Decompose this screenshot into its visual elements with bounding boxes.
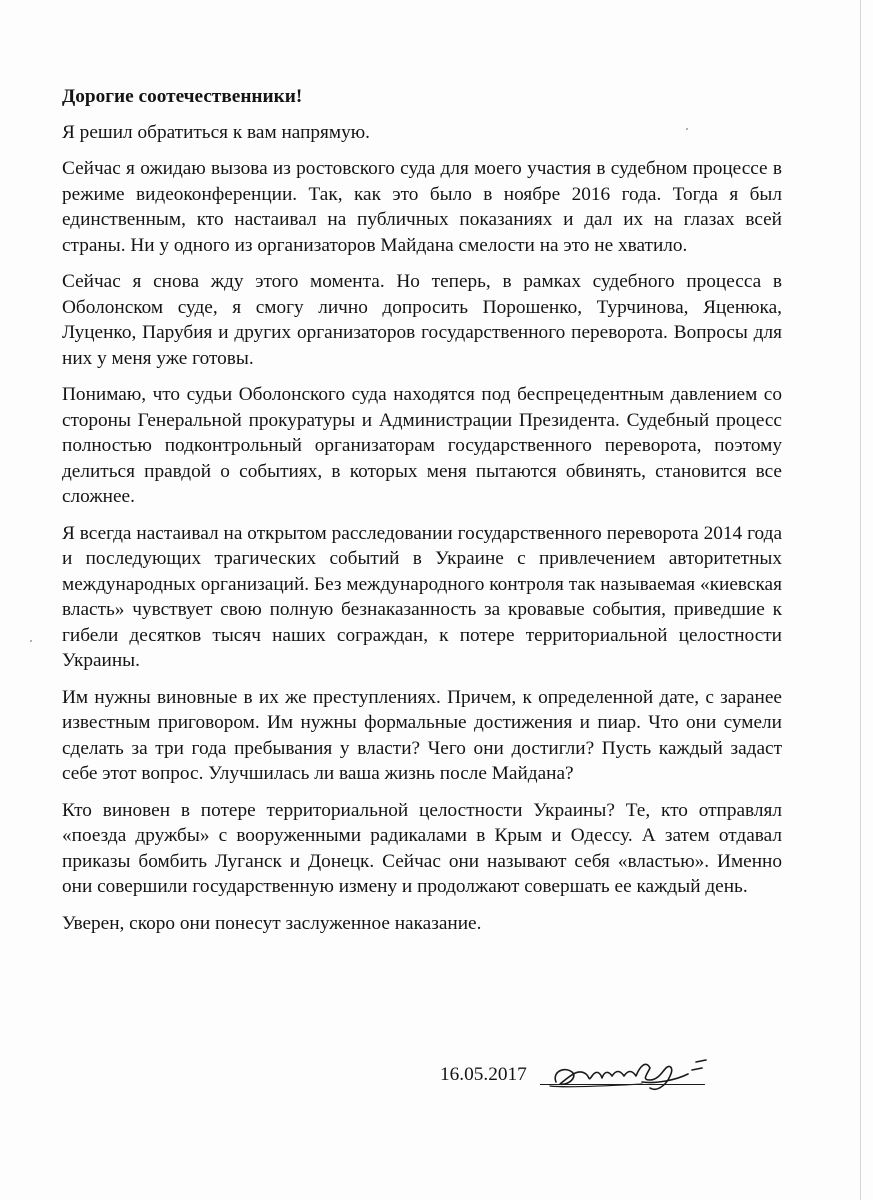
letter-closing: Уверен, скоро они понесут заслуженное наказание. bbox=[62, 912, 482, 934]
letter-paragraph: Я всегда настаивал на открытом расследовании государственного переворота 2014 года и последующих трагических событий в Украине с привлечением авторитетных международных организаций. Без международного контроля так называемая «киевская власть» чувствует свою полную безнаказанность за кровавые события, приведшие к гибели десятков тысяч наших сограждан, к потере территориальной целостности Украины. bbox=[62, 522, 782, 671]
letter-date: 16.05.2017 bbox=[440, 1064, 527, 1085]
scan-speck bbox=[30, 640, 32, 642]
letter-paragraph: Им нужны виновные в их же преступлениях. Причем, к определенной дате, с заранее известным приговором. Им нужны формальные достижения и пиар. Что они сумели сделать за три года пребывания у власти? Чего они достигли? Пусть каждый задаст себе этот вопрос. Улучшилась ли ваша жизнь после Майдана? bbox=[62, 686, 782, 784]
scan-edge bbox=[860, 0, 861, 1200]
letter-salutation: Дорогие соотечественники! bbox=[62, 86, 303, 107]
date-signature-block bbox=[440, 1062, 770, 1102]
letter-body bbox=[62, 84, 782, 947]
letter-paragraph: Понимаю, что судьи Оболонского суда находятся под беспрецедентным давлением со стороны Генеральной прокуратуры и Администрации Президента. Судебный процесс полностью подконтрольный организаторам государственного переворота, поэтому делиться правдой о событиях, в которых меня пытаются обвинять, становится все сложнее. bbox=[62, 384, 782, 507]
letter-paragraph: Сейчас я ожидаю вызова из ростовского суда для моего участия в судебном процессе в режиме видеоконференции. Так, как это было в ноябре 2016 года. Тогда я был единственным, кто настаивал на публичных показаниях и дал их на глазах всей страны. Ни у одного из организаторов Майдана смелости на это не хватило. bbox=[62, 158, 782, 256]
handwritten-signature bbox=[546, 1046, 726, 1098]
letter-paragraph: Я решил обратиться к вам напрямую. bbox=[62, 121, 370, 143]
letter-paragraph: Сейчас я снова жду этого момента. Но теперь, в рамках судебного процесса в Оболонском суде, я смогу лично допросить Порошенко, Турчинова, Яценюка, Луценко, Парубия и других организаторов государственного переворота. Вопросы для них у меня уже готовы. bbox=[62, 271, 782, 369]
letter-paragraph: Кто виновен в потере территориальной целостности Украины? Те, кто отправлял «поезда дружбы» с вооруженными радикалами в Крым и Одессу. А затем отдавал приказы бомбить Луганск и Донецк. Сейчас они называют себя «властью». Именно они совершили государственную измену и продолжают совершать ее каждый день. bbox=[62, 799, 782, 897]
